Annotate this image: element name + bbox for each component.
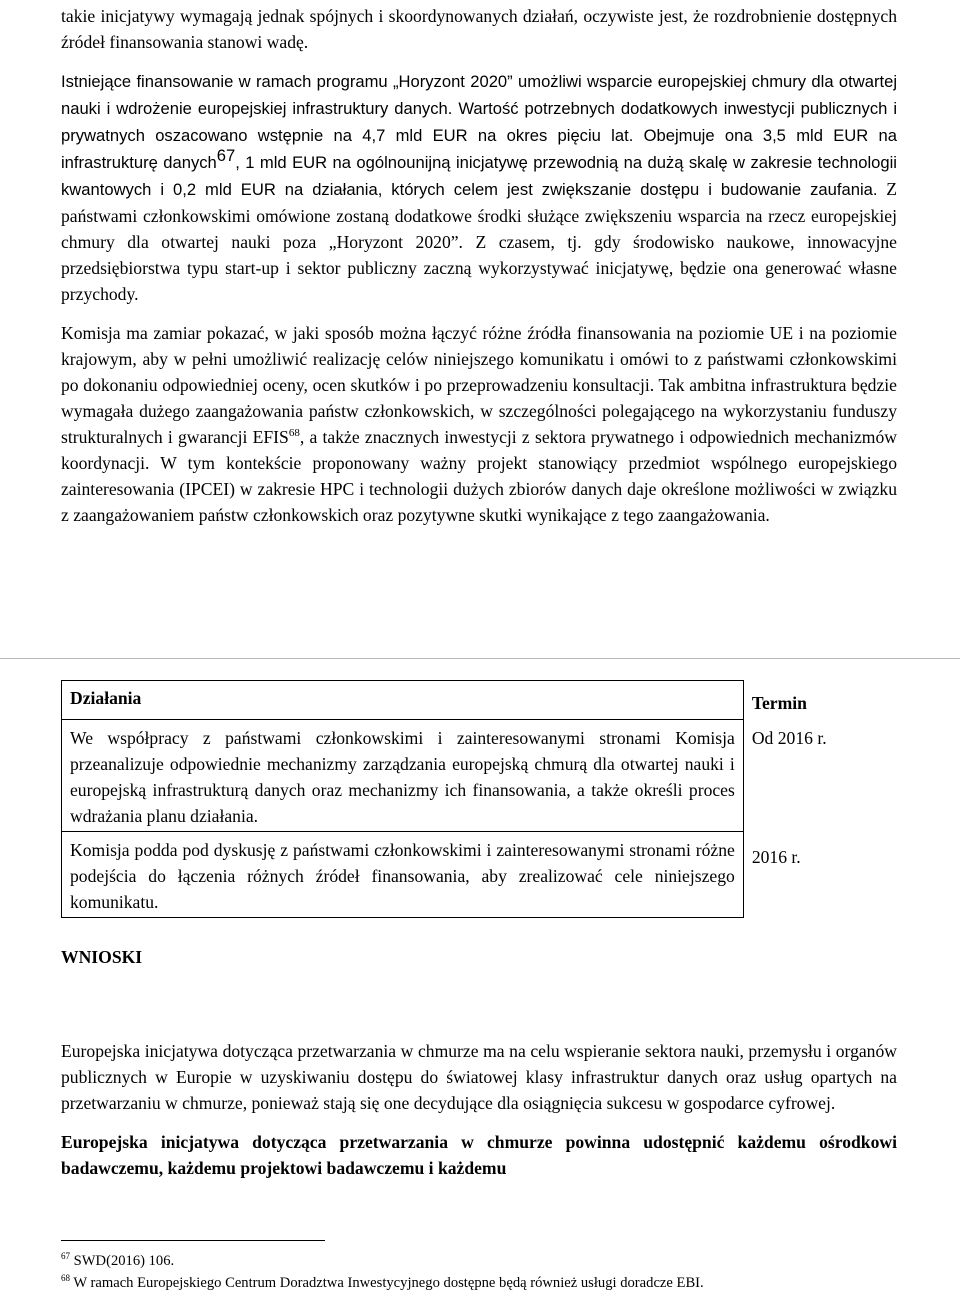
action-cell: We współpracy z państwami członkowskimi i zainteresowanymi stronami Komisja przeanalizuje odpowiednie mechanizmy zarządzania europejską chmurą dla otwartej nauki i europejską infrastrukturą danych oraz mechanizmy ich finansowania, a także określi proces wdrażania planu działania.: [62, 720, 744, 832]
paragraph-commission-text-b: , a także znacznych inwestycji z sektora prywatnego i odpowiednich mechanizmów koordynacji. W tym kontekście proponowany ważny projekt stanowiący przedmiot wspólnego europejskiego zainteresowania (IPCEI) w zakresie HPC i technologii dużych zbiorów danych daje określone możliwości w związku z zaangażowaniem państw członkowskich oraz pozytywne skutki wynikające z tego zaangażowania.: [61, 427, 897, 525]
table-header-row: [62, 681, 897, 720]
footnote-ref-67[interactable]: 67: [216, 146, 236, 166]
header-term-cell: [743, 681, 896, 720]
footnote-68: [61, 1272, 931, 1294]
actions-table: [61, 680, 897, 918]
footnote-text: SWD(2016) 106.: [70, 1253, 175, 1269]
paragraph-commission: [61, 320, 897, 528]
action-cell: Komisja podda pod dyskusję z państwami członkowskimi i zainteresowanymi stronami różne podejścia do łączenia różnych źródeł finansowania, aby zrealizować cele niniejszego komunikatu.: [62, 832, 744, 918]
paragraph-commission-text-a: Komisja ma zamiar pokazać, w jaki sposób można łączyć różne źródła finansowania na poziomie UE i na poziomie krajowym, aby w pełni umożliwić realizację celów niniejszego komunikatu i omówi to z państwami członkowskimi po dokonaniu odpowiedniej oceny, ocen skutków i po przeprowadzeniu konsultacji. Tak ambitna infrastruktura będzie wymagała dużego zaangażowania państw członkowskich, w szczególności polegającego na wykorzystaniu funduszy strukturalnych i gwarancji EFIS: [61, 323, 897, 447]
paragraph-funding-text-c: Z państwami członkowskimi omówione zostaną dodatkowe środki służące zwiększeniu wsparcia na rzecz europejskiej chmury dla otwartej nauki poza „Horyzont 2020”. Z czasem, tj. gdy środowisko naukowe, innowacyjne przedsiębiorstwa typu start-up i sektor publiczny zaczną wykorzystywać inicjatywę, będzie ona generować własne przychody.: [61, 179, 897, 304]
paragraph-funding-text-b: , 1 mld EUR na ogólnounijną inicjatywę przewodnią na dużą skalę w zakresie technologii kwantowych i 0,2 mld EUR na działania, których celem jest zwiększanie dostępu i budowanie zaufania.: [61, 153, 897, 199]
page-divider: [0, 658, 960, 659]
conclusions-paragraph: Europejska inicjatywa dotycząca przetwarzania w chmurze ma na celu wspieranie sektora nauki, przemysłu i organów publicznych w Europie w uzyskiwaniu dostępu do światowej klasy infrastruktur danych oraz usług opartych na przetwarzaniu w chmurze, ponieważ stają się one decydujące dla osiągnięcia sukcesu w gospodarce cyfrowej.: [61, 1041, 897, 1113]
term-cell: 2016 r.: [751, 846, 801, 867]
footnote-ref-68[interactable]: 68: [288, 427, 300, 440]
conclusions-section: [61, 1038, 897, 1181]
conclusions-heading: WNIOSKI: [61, 947, 143, 967]
conclusions-bold-paragraph: Europejska inicjatywa dotycząca przetwarzania w chmurze powinna udostępnić każdemu ośrodkowi badawczemu, każdemu projektowi badawczemu i każdemu: [61, 1132, 897, 1178]
footnotes: [61, 1250, 931, 1294]
footnote-separator: [61, 1240, 325, 1241]
footnote-text: W ramach Europejskiego Centrum Doradztwa Inwestycyjnego dostępne będą również usługi doradcze EBI.: [70, 1275, 704, 1291]
paragraph-continuation: takie inicjatywy wymagają jednak spójnych i skoordynowanych działań, oczywiste jest, że rozdrobnienie dostępnych źródeł finansowania stanowi wadę.: [61, 6, 897, 52]
footnote-number: 67: [61, 1251, 70, 1262]
paragraph-funding-text-a: Istniejące finansowanie w ramach programu „Horyzont 2020” umożliwi wsparcie europejskiej chmury dla otwartej nauki i wdrożenie europejskiej infrastruktury danych. Wartość potrzebnych dodatkowych inwestycji publicznych i prywatnych oszacowano wstępnie na 4,7 mld EUR na okres pięciu lat. Obejmuje ona 3,5 mld EUR na infrastrukturę danych: [61, 72, 897, 172]
term-cell: Od 2016 r.: [751, 727, 827, 748]
table-row: [62, 832, 897, 918]
footnote-number: 68: [61, 1273, 70, 1284]
header-term-label: Termin: [751, 692, 807, 713]
paragraph-funding: [61, 68, 897, 307]
header-actions-label: Działania: [70, 688, 142, 708]
table-row: [62, 720, 897, 832]
document-body: [61, 3, 897, 528]
header-actions-cell: [62, 681, 744, 720]
footnote-67: [61, 1250, 931, 1272]
